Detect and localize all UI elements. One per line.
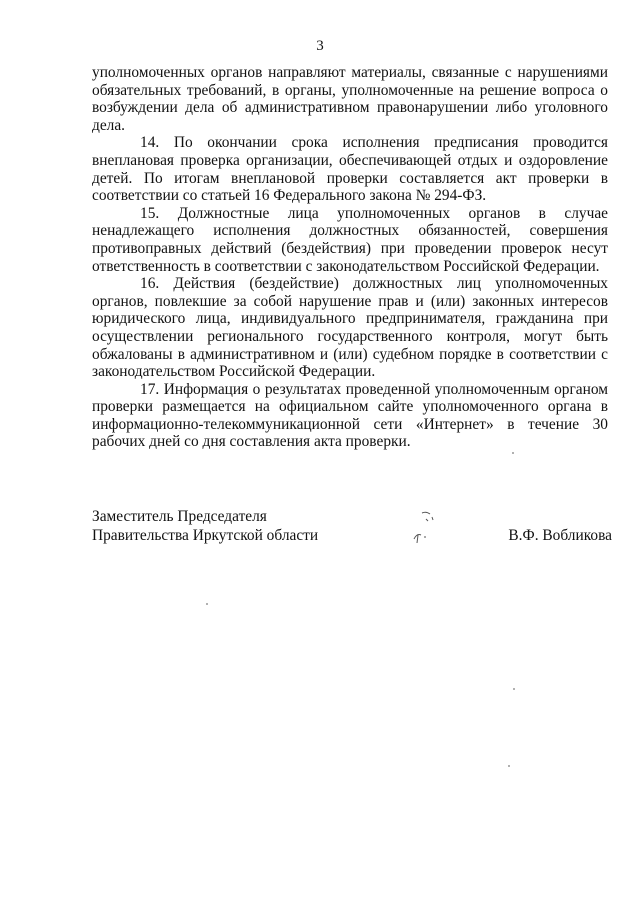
handwritten-signature-mark [402, 507, 452, 547]
signatory-name: В.Ф. Вобликова [508, 527, 612, 544]
page-number: 3 [316, 38, 324, 54]
paragraph-14: 14. По окончании срока исполнения предписания проводится внеплановая проверка организации, обеспечивающей отдых и оздоровление детей. По итогам внеплановой проверки составляется акт проверки в соответствии со статьей 16 Федерального закона № 294-ФЗ. [92, 134, 608, 205]
signature-block [92, 507, 612, 545]
scan-speck [508, 765, 510, 767]
scan-speck [513, 688, 515, 690]
position-line-1: Заместитель Председателя [92, 508, 267, 525]
paragraph-15: 15. Должностные лица уполномоченных органов в случае ненадлежащего исполнения должностных обязанностей, совершения противоправных действий (бездействия) при проведении проверок несут ответственность в соответствии с законодательством Российской Федерации. [92, 204, 608, 275]
position-line-2: Правительства Иркутской области [92, 527, 319, 544]
paragraph-continuation: уполномоченных органов направляют материалы, связанные с нарушениями обязательных требований, в органы, уполномоченные на решение вопроса о возбуждении дела об административном правонарушении либо уголовного дела. [92, 64, 608, 134]
scan-speck [512, 452, 514, 454]
document-body [92, 64, 608, 451]
paragraph-16: 16. Действия (бездействие) должностных лиц уполномоченных органов, повлекшие за собой нарушение прав и (или) законных интересов юридического лица, индивидуального предпринимателя, гражданина при осуществлении регионального государственного контроля, могут быть обжалованы в административном и (или) судебном порядке в соответствии с законодательством Российской Федерации. [92, 275, 608, 381]
paragraph-17: 17. Информация о результатах проведенной уполномоченным органом проверки размещается на официальном сайте уполномоченного органа в информационно-телекоммуникационной сети «Интернет» в течение 30 рабочих дней со дня составления акта проверки. [92, 380, 608, 451]
scan-speck [206, 603, 208, 605]
